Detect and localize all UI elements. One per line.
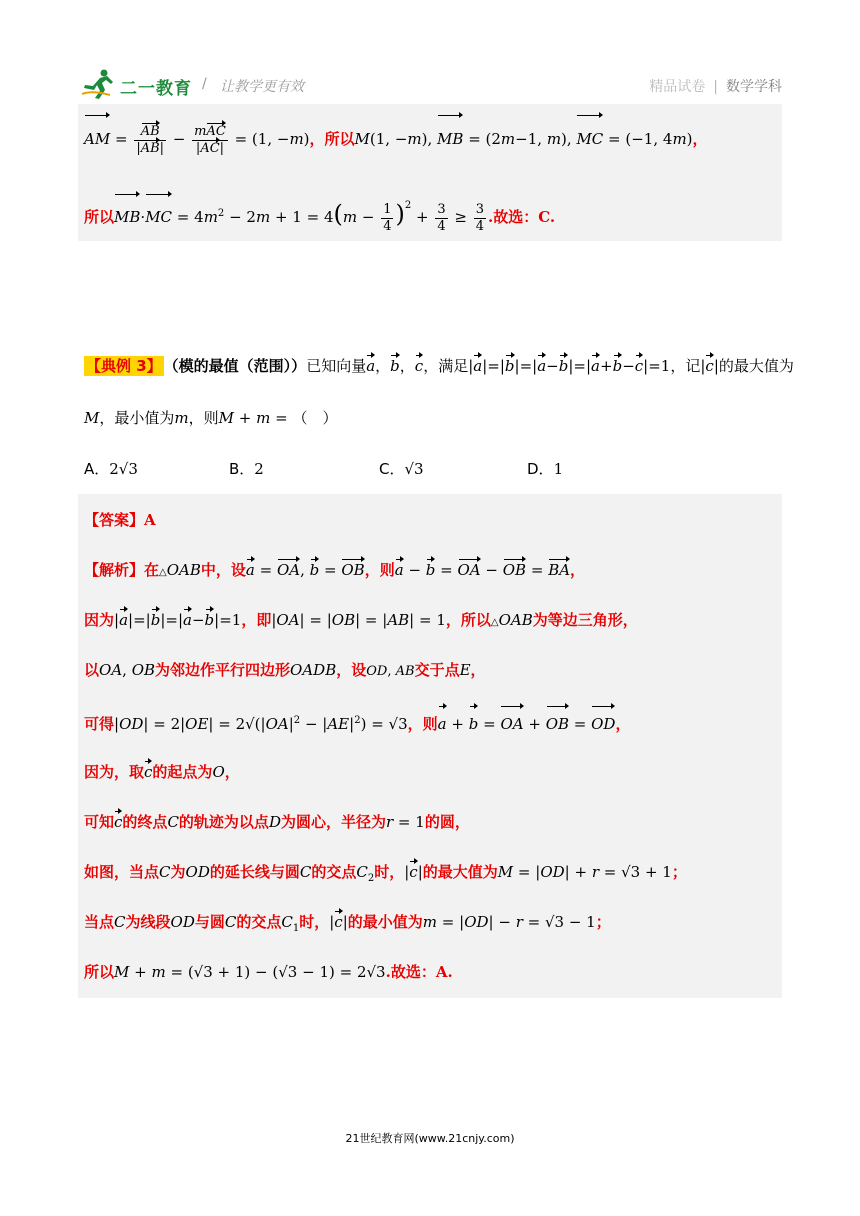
example-stem-line-2: M，最小值为m，则M + m = （ ） xyxy=(84,409,338,427)
runner-logo-icon xyxy=(80,68,116,100)
final-choice: .故选：A. xyxy=(385,963,453,981)
example-topic: （模的最值（范围）） xyxy=(163,357,307,375)
prev-solution-line-1: AM = $\frac{AB}{|AB|}$ − $\frac{\text{mAC}}{|AC|}$ = (1, −m)，所以M(1, −m), MB = (2m−1, m), MC = (−1, 4m)， xyxy=(84,116,708,162)
answer-value: A xyxy=(144,511,156,529)
option-a[interactable]: A．2√3 xyxy=(84,460,138,478)
analysis-line-5: 因为，取c的起点为O， xyxy=(84,763,240,781)
header-right xyxy=(649,76,782,96)
answer-options xyxy=(84,458,684,480)
header-subject: 数学学科 xyxy=(726,79,782,95)
analysis-line-4: 可得$|OD| = 2|OE| = 2√(|OA|^2 - |AE|^2) = √3$，则a + b = OA + OB = OD， xyxy=(84,704,630,738)
prev-text-so: ，所以 xyxy=(309,130,355,148)
prev-text-so-2: 所以 xyxy=(84,208,115,226)
prev-solution-line-2: 所以$MB\cdot MC = 4m^2 - 2m + 1 = 4(m$ − $\frac{1}{4}$ )$^2$ + $\frac{3}{4}$ ≥ $\frac{3}{4}$ .故选：C. xyxy=(84,184,555,228)
header-title: 精品试卷 xyxy=(649,79,706,95)
example-stem-line-1: 【典例 3】 （模的最值（范围））已知向量a，b，c，满足|a|=|b|=|a−b|=|a+b−c|=1，记|c|的最大值为 xyxy=(86,357,794,375)
analysis-label: 【解析】 xyxy=(84,561,145,579)
analysis-line-7: 如图，当点C为OD的延长线与圆C的交点$C_2$时，|c|的最大值为M = |OD| + r = √3 + 1； xyxy=(84,863,687,884)
analysis-line-8: 当点C为线段OD与圆C的交点$C_1$时，|c|的最小值为m = |OD| − r = √3 − 1； xyxy=(84,913,611,934)
header-separator: / xyxy=(202,76,207,92)
option-d[interactable]: D．1 xyxy=(527,460,564,478)
analysis-line-6: 可知c的终点C的轨迹为以点D为圆心，半径为r = 1的圆， xyxy=(84,813,470,831)
brand-name: 二一教育 xyxy=(120,79,192,99)
option-b[interactable]: B．2 xyxy=(229,460,264,478)
analysis-line-1: 【解析】在△OAB中，设a = OA, b = OB，则a − b = OA − OB = BA， xyxy=(84,561,586,579)
brand-logo xyxy=(80,68,304,100)
analysis-line-3: 以OA, OB为邻边作平行四边形OADB，设OD, AB交于点E， xyxy=(84,661,486,679)
analysis-line-2: 因为|a|=|b|=|a−b|=1，即|OA| = |OB| = |AB| = 1，所以△OAB为等边三角形， xyxy=(84,611,638,629)
prev-choice: .故选：C. xyxy=(488,208,556,226)
option-c[interactable]: C．√3 xyxy=(379,460,424,478)
page-footer: 21世纪教育网(www.21cnjy.com) xyxy=(345,1132,515,1145)
answer-label: 【答案】 xyxy=(84,511,145,529)
analysis-line-9: 所以M + m = (√3 + 1) − (√3 − 1) = 2√3.故选：A. xyxy=(84,963,453,981)
example-tag: 【典例 3】 xyxy=(86,357,162,375)
answer-line xyxy=(84,510,156,530)
header-divider: | xyxy=(713,79,718,95)
brand-slogan: 让教学更有效 xyxy=(220,79,304,95)
page-header xyxy=(80,66,782,102)
